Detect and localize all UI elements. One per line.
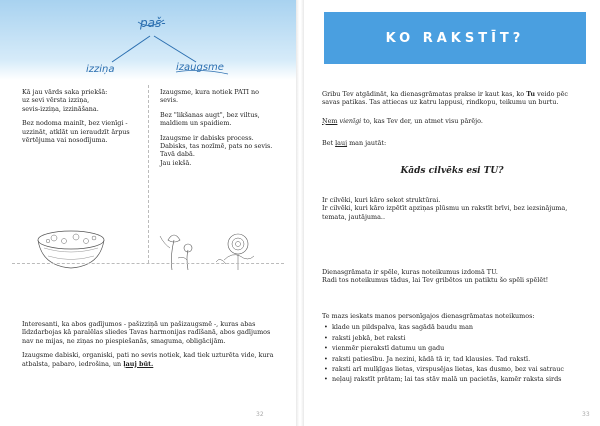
bottom-p1-line3: nav ne mijas, ne ziņas no piespiešanās, smaguma, obligācijām.: [22, 336, 226, 345]
intro-bold: Tu: [526, 90, 536, 98]
list-item: • raksti patiesību. Ja nezini, kādā tā ir, tad klausies. Tad rakstī.: [332, 355, 592, 363]
game-line2: Radi tos noteikumus tādus, lai Tev gribētos un patiktu šo spēli spēlēt!: [322, 276, 549, 285]
col2-p1-line1: Izaugsme, kura notiek PATI no: [160, 88, 259, 96]
bottom-p2-line1: Izaugsme dabiski, organiski, pati no sevis notiek, kad tiek uzturēta vide, kura: [22, 351, 274, 360]
col1-p2-line1: Bez nodoma mainīt, bez vienīgi -: [22, 119, 128, 128]
take-para: [322, 117, 588, 125]
rules-section: [322, 312, 592, 386]
right-page: [304, 0, 600, 426]
hand-title: paš-: [140, 16, 166, 30]
key-question: Kāds cilvēks esi TU?: [400, 166, 504, 176]
rules-intro: Te mazs ieskats manos personīgajos dienasgrāmatas noteikumos:: [322, 312, 535, 320]
page-number-left: 32: [256, 411, 264, 418]
col2-para1: [160, 88, 288, 105]
people-text: [322, 196, 588, 227]
col2-p3-line1: Izaugsme ir dabisks process.: [160, 133, 254, 142]
list-item: • raksti arī mulķīgas lietas, virspusējas lietas, kas dusmo, bez vai satrauc: [332, 365, 592, 373]
col2-p3-line4: Jau iekšā.: [160, 158, 192, 167]
col2-para2: [160, 111, 288, 128]
intro-after: veido pēc: [537, 90, 568, 98]
people-line1: Ir cilvēki, kuri kāro sekot struktūrai.: [322, 196, 441, 204]
column-left: [22, 88, 144, 150]
allow-after: man jautāt:: [349, 139, 387, 148]
bottom-p1-line2: līdzdarbojas kā paralēlas sliedes Tavas harmonijas radīšanā, abos gadījumos: [22, 328, 271, 337]
col1-line1: Kā jau vārds saka priekšā:: [22, 88, 108, 96]
col1-para1: [22, 88, 144, 113]
col1-line2: uz sevi vērsta izziņa,: [22, 96, 90, 105]
people-line2: Ir cilvēki, kuri kāro izpētīt apziņas plūsmu un rakstīt brīvi, bez iezsinājuma,: [322, 204, 568, 213]
col1-line3: sevis-izziņa, izzināšana.: [22, 104, 99, 113]
page-number-right: 33: [582, 411, 590, 418]
bottom-para1: [22, 320, 284, 345]
bottom-p2-bold: ļauj būt.: [123, 359, 154, 368]
game-text: [322, 268, 592, 291]
banner-title: KO RAKSTĪT?: [385, 30, 525, 46]
hand-left-label: izziņa: [86, 64, 115, 75]
bottom-text: [22, 320, 284, 374]
rules-list: [322, 323, 592, 383]
section-divider: [12, 263, 284, 264]
people-line3: temata, jautājuma..: [322, 212, 385, 221]
game-para: [322, 268, 592, 285]
col1-p2-line2: uzzināt, atklāt un ieraudzīt ārpus: [22, 127, 130, 136]
allow-para: [322, 139, 588, 147]
game-line1: Dienasgrāmata ir spēle, kuras noteikumus izdomā TU.: [322, 268, 498, 276]
col1-p2-line3: vērtējuma vai nosodījuma.: [22, 136, 108, 145]
title-banner: [324, 12, 586, 64]
take-before: Ņem: [322, 116, 338, 125]
col2-p1-line2: sevis.: [160, 96, 179, 105]
take-after: to, kas Tev der, un atmet visu pārējo.: [363, 116, 483, 125]
intro-text: [322, 90, 588, 154]
bottom-p2-line2: atbalsta, pabaro, iedrošina, un: [22, 359, 122, 368]
col2-p2-line2: maldiem un spaidiem.: [160, 119, 232, 128]
intro-line2: savas patikas. Tas attiecas uz katru lappusi, rindkopu, teikumu un burtu.: [322, 98, 559, 107]
col2-p3-line3: Tavā dabā.: [160, 150, 195, 159]
list-item: • vienmēr pierakstī datumu un gadu: [332, 344, 592, 352]
hand-right-label: izaugsme: [176, 62, 224, 73]
col2-para3: [160, 134, 288, 168]
col2-p3-line2: Dabisks, tas nozīmē, pats no sevis.: [160, 142, 273, 151]
left-page: [0, 0, 296, 426]
list-item: • neļauj rakstīt prātam; lai tas stāv malā un pacietās, kamēr raksta sirds: [332, 375, 592, 383]
list-item: • raksti jebkā, bet raksti: [332, 334, 592, 342]
take-italic: vienīgi: [339, 116, 362, 125]
branch-lines: [0, 0, 296, 90]
col1-para2: [22, 119, 144, 144]
people-para: [322, 196, 588, 221]
bottom-para2: [22, 351, 284, 368]
intro-para: [322, 90, 588, 107]
column-divider: [148, 85, 149, 263]
intro-before: Gribu Tev atgādināt, ka dienasgrāmatas prakse ir kaut kas, ko: [322, 90, 525, 98]
allow-underline: ļauj: [335, 139, 348, 148]
bowl-illustration: [34, 226, 108, 272]
bottom-p1-line1: Interesanti, ka abos gadījumos - pašizziņā un pašizaugsmē -, kuras abas: [22, 320, 256, 328]
flowers-illustration: [154, 226, 260, 272]
column-right: [160, 88, 288, 173]
allow-before: Bet: [322, 139, 334, 148]
list-item: • klade un pildspalva, kas sagādā baudu man: [332, 323, 592, 331]
col2-p2-line1: Bez "likšanas augt", bez viltus,: [160, 110, 260, 119]
book-gutter: [296, 0, 304, 426]
